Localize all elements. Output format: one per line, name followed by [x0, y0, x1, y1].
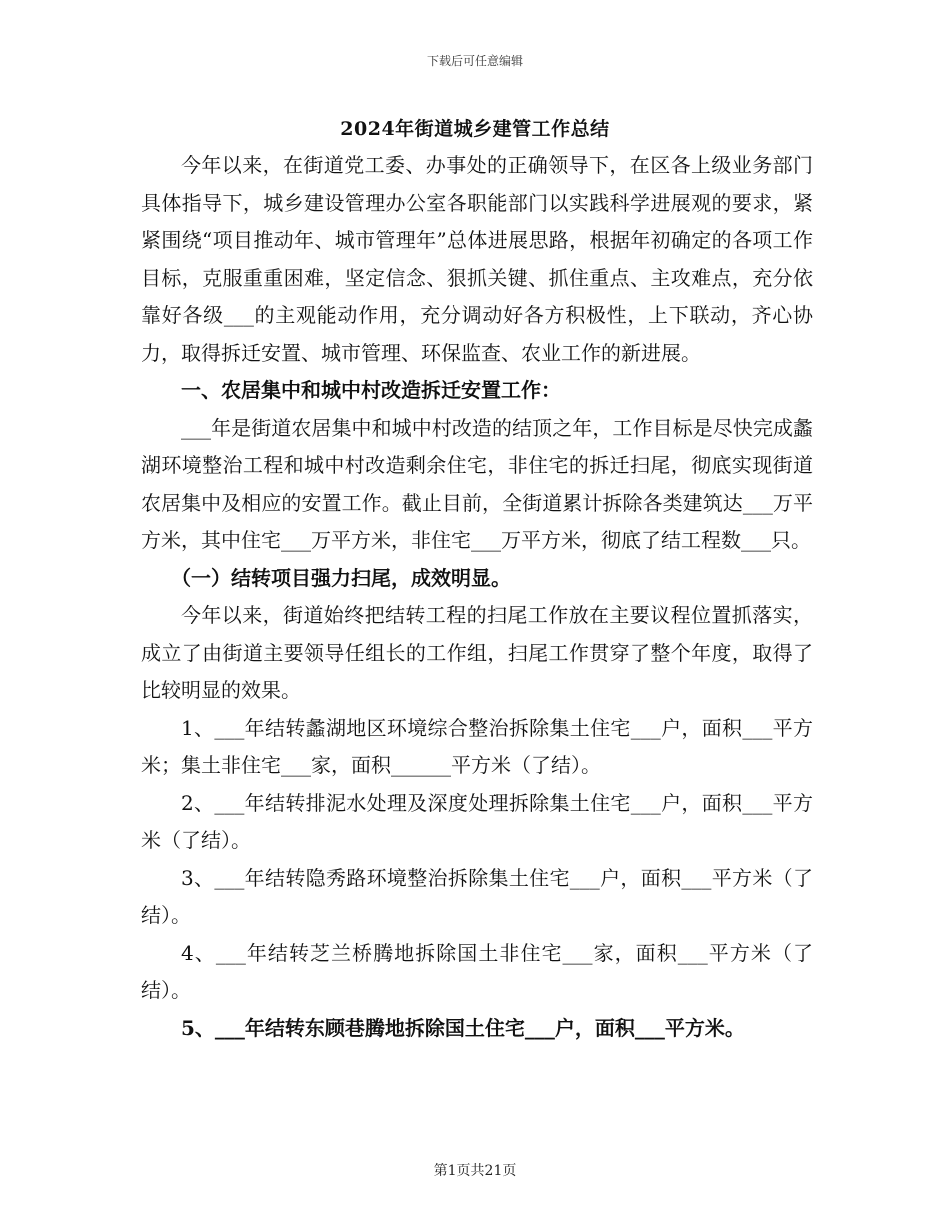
list-item: 1、___年结转蠡湖地区环境综合整治拆除集土住宅___户，面积___平方米；集土非住宅___家，面积______平方米（了结）。 — [141, 715, 813, 777]
section-heading: 一、农居集中和城中村改造拆迁安置工作： — [181, 378, 561, 402]
page-footer: 第1页共21页 — [433, 1163, 517, 1179]
list-item: 2、___年结转排泥水处理及深度处理拆除集土住宅___户，面积___平方米（了结）。 — [141, 790, 813, 852]
list-item: 5、___年结转东顾巷腾地拆除国土住宅___户，面积___平方米。 — [181, 1015, 745, 1040]
section-paragraph: ___年是街道农居集中和城中村改造的结顶之年，工作目标是尽快完成蠡湖环境整治工程和城中村改造剩余住宅，非住宅的拆迁扫尾，彻底实现街道农居集中及相应的安置工作。截止目前，全街道累计拆除各类建筑达___万平方米，其中住宅___万平方米，非住宅___万平方米，彻底了结工程数___只。 — [141, 415, 813, 552]
intro-paragraph: 今年以来，在街道党工委、办事处的正确领导下，在区各上级业务部门具体指导下，城乡建设管理办公室各职能部门以实践科学进展观的要求，紧紧围绕“项目推动年、城市管理年”总体进展思路，根据年初确定的各项工作目标，克服重重困难，坚定信念、狠抓关键、抓住重点、主攻难点，充分依靠好各级___的主观能动作用，充分调动好各方积极性，上下联动，齐心协力，取得拆迁安置、城市管理、环保监查、农业工作的新进展。 — [141, 153, 813, 365]
list-item: 3、___年结转隐秀路环境整治拆除集土住宅___户，面积___平方米（了结）。 — [141, 865, 813, 927]
header-note: 下载后可任意编辑 — [426, 54, 523, 68]
subsection-paragraph: 今年以来，街道始终把结转工程的扫尾工作放在主要议程位置抓落实，成立了由街道主要领导任组长的工作组，扫尾工作贯穿了整个年度，取得了比较明显的效果。 — [141, 603, 813, 702]
document-body — [141, 147, 813, 1047]
subsection-heading: （一）结转项目强力扫尾，成效明显。 — [171, 565, 511, 590]
list-item: 4、___年结转芝兰桥腾地拆除国土非住宅___家，面积___平方米（了结）。 — [141, 940, 813, 1002]
document-title: 2024年街道城乡建管工作总结 — [340, 118, 610, 140]
